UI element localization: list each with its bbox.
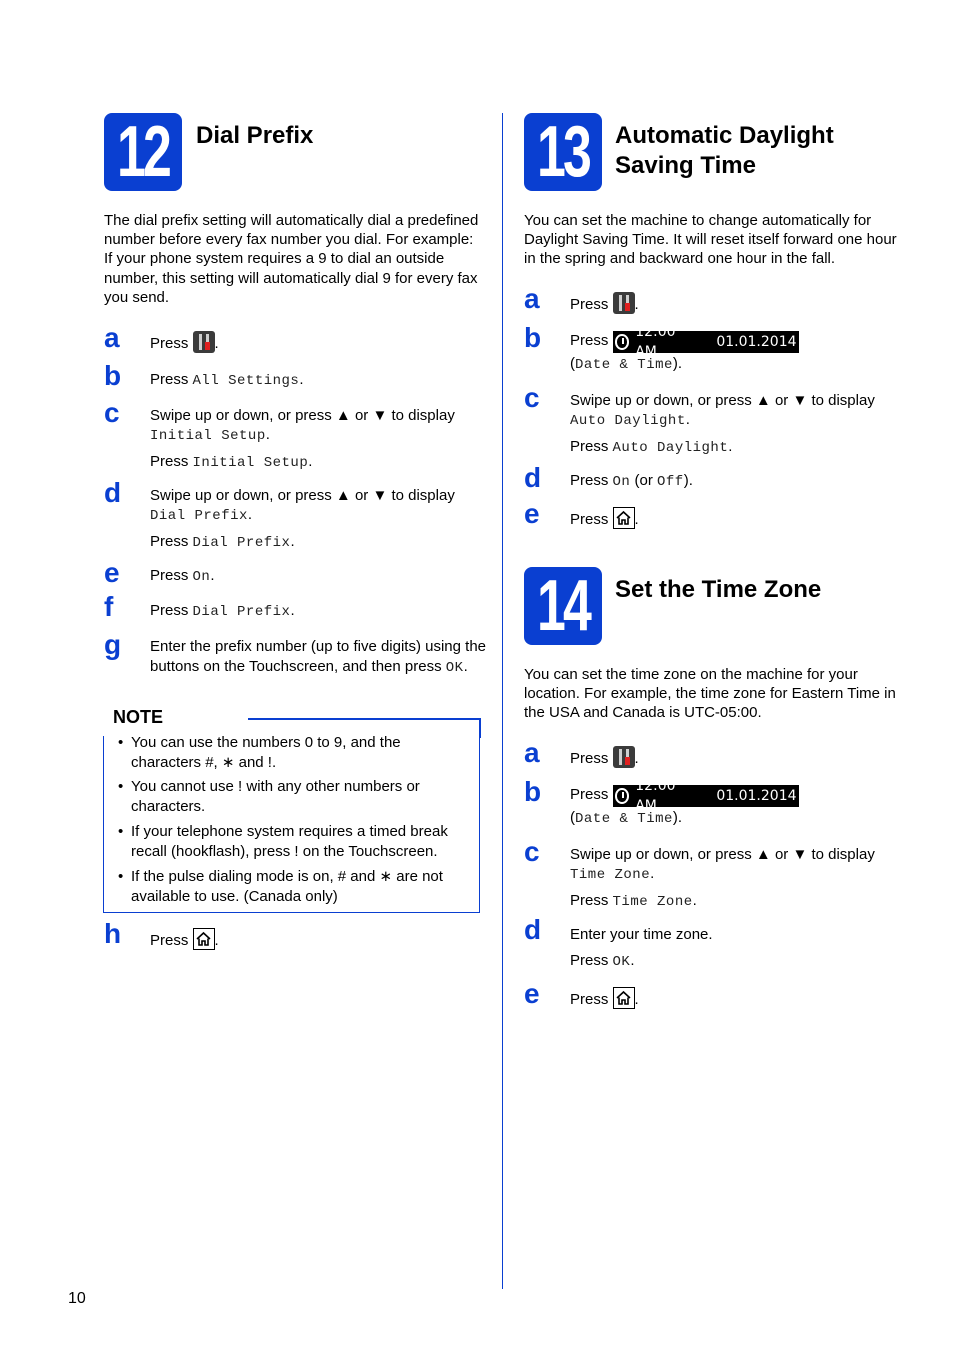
menu-off-button[interactable]: Off xyxy=(657,474,684,490)
dial-prefix-intro: The dial prefix setting will automatically dial a predefined number before every fax number you dial. For example: If your phone system requires a 9 to dial an outside number, this setting will automatically dial 9 for every fax you send. xyxy=(104,212,479,306)
clock-date: 01.01.2014 xyxy=(716,334,797,350)
section-number-badge-14 xyxy=(524,567,602,645)
section-title-daylight-saving xyxy=(615,121,834,181)
note-bullet-text: You cannot use ! with any other numbers or characters. xyxy=(131,778,420,815)
step-end: . xyxy=(247,506,253,523)
home-icon[interactable] xyxy=(613,987,635,1009)
section-number-badge-13 xyxy=(524,113,602,191)
menu-dial-prefix-button[interactable]: Dial Prefix xyxy=(192,535,291,551)
paren: ( xyxy=(570,809,575,826)
step-text: Press xyxy=(570,750,609,767)
home-icon[interactable] xyxy=(613,507,635,529)
note-bullet: • You cannot use ! with any other numbers or characters. xyxy=(118,778,420,815)
step-text: Swipe up or down, or press ▲ or ▼ to display xyxy=(570,392,875,409)
date-time-button[interactable] xyxy=(613,778,799,814)
step-end: . xyxy=(210,567,215,584)
step-letter-g: g xyxy=(104,629,122,660)
step-12-g xyxy=(150,637,490,678)
step-text: Swipe up or down, or press ▲ or ▼ to display xyxy=(150,487,455,504)
title-line: Saving Time xyxy=(615,152,756,179)
page-number: 10 xyxy=(68,1290,86,1307)
step-letter-d: d xyxy=(524,914,542,945)
step-end: . xyxy=(214,335,219,352)
section-title-time-zone: Set the Time Zone xyxy=(615,576,822,603)
step-text: Enter your time zone. xyxy=(570,926,713,943)
step-end: . xyxy=(634,991,639,1008)
section-number-badge-12 xyxy=(104,113,182,191)
clock-icon xyxy=(615,788,630,804)
step-end: . xyxy=(634,750,639,767)
step-text: Press xyxy=(570,991,609,1008)
step-12-c xyxy=(150,406,490,473)
step-end: . xyxy=(308,453,313,470)
step-14-b xyxy=(570,778,799,829)
step-letter-h: h xyxy=(104,918,122,949)
note-label: NOTE xyxy=(113,707,164,727)
paren: ). xyxy=(672,809,683,826)
step-14-e xyxy=(570,987,639,1010)
step-14-d xyxy=(570,925,713,972)
step-13-a xyxy=(570,292,639,315)
step-12-e xyxy=(150,566,215,587)
clock-time: 12:00 AM xyxy=(635,778,676,814)
menu-time-zone-button[interactable]: Time Zone xyxy=(612,894,693,910)
step-end: . xyxy=(299,371,304,388)
step-14-a xyxy=(570,746,639,769)
step-letter-e: e xyxy=(104,557,120,588)
menu-date-time: Date & Time xyxy=(575,811,673,827)
step-text: Press xyxy=(150,453,189,470)
step-end: . xyxy=(650,865,655,882)
step-letter-e: e xyxy=(524,978,540,1009)
step-text: Swipe up or down, or press ▲ or ▼ to display xyxy=(150,407,455,424)
step-text: Press xyxy=(570,786,609,803)
step-end: . xyxy=(728,438,733,455)
step-12-b xyxy=(150,370,304,391)
daylight-intro: You can set the machine to change automatically for Daylight Saving Time. It will reset itself forward one hour in the spring and backward one hour in the fall. xyxy=(524,212,897,268)
step-text: (or xyxy=(630,472,657,489)
note-bullet-text: If the pulse dialing mode is on, # and ∗ are not available to use. (Canada only) xyxy=(131,868,443,905)
date-time-button[interactable] xyxy=(613,324,799,360)
step-text: Press xyxy=(570,511,609,528)
menu-on-button[interactable]: On xyxy=(192,569,211,585)
step-12-h xyxy=(150,928,219,951)
step-letter-e: e xyxy=(524,498,540,529)
step-end: . xyxy=(630,952,635,969)
step-text: Press xyxy=(570,438,609,455)
settings-tools-icon[interactable] xyxy=(613,292,635,314)
step-end: . xyxy=(265,426,270,443)
step-12-d xyxy=(150,486,490,553)
step-text: Press xyxy=(150,335,189,352)
clock-icon xyxy=(615,334,630,350)
step-text: Press xyxy=(570,892,609,909)
step-13-b xyxy=(570,324,799,375)
menu-date-time: Date & Time xyxy=(575,357,673,373)
clock-date: 01.01.2014 xyxy=(716,788,797,804)
step-letter-d: d xyxy=(104,477,122,508)
step-13-c xyxy=(570,391,900,458)
paren: ( xyxy=(570,355,575,372)
step-end: . xyxy=(685,411,690,428)
paren: ). xyxy=(672,355,683,372)
step-13-e xyxy=(570,507,639,530)
note-bullet-text: You can use the numbers 0 to 9, and the characters #, ∗ and !. xyxy=(131,734,401,771)
step-text: Swipe up or down, or press ▲ or ▼ to display xyxy=(570,846,875,863)
step-letter-d: d xyxy=(524,462,542,493)
step-end: . xyxy=(634,511,639,528)
note-right-border-top xyxy=(479,718,481,738)
step-letter-f: f xyxy=(104,591,114,622)
menu-auto-daylight: Auto Daylight xyxy=(570,413,686,429)
section-number-14: 14 xyxy=(537,567,589,645)
clock-time: 12:00 AM xyxy=(635,324,676,360)
settings-tools-icon[interactable] xyxy=(193,331,215,353)
step-letter-c: c xyxy=(524,836,540,867)
note-top-border xyxy=(248,718,480,720)
home-icon[interactable] xyxy=(193,928,215,950)
menu-dial-prefix: Dial Prefix xyxy=(150,508,248,524)
section-title-dial-prefix: Dial Prefix xyxy=(196,122,314,149)
step-text: Enter the prefix number (up to five digits) using the buttons on the Touchscreen, and then press xyxy=(150,638,487,675)
step-end: . xyxy=(692,892,697,909)
menu-initial-setup: Initial Setup xyxy=(150,428,266,444)
step-letter-b: b xyxy=(524,322,542,353)
step-letter-a: a xyxy=(524,737,540,768)
step-end: . xyxy=(290,602,295,619)
step-text: Press xyxy=(150,533,189,550)
step-text: Press xyxy=(570,952,609,969)
step-text: Press xyxy=(150,371,189,388)
step-text: Press xyxy=(570,332,609,349)
menu-all-settings[interactable]: All Settings xyxy=(192,373,300,389)
step-text: Press xyxy=(150,567,189,584)
section-number-12: 12 xyxy=(117,113,169,191)
menu-dial-prefix-button[interactable]: Dial Prefix xyxy=(192,604,291,620)
step-end: . xyxy=(463,657,468,675)
step-13-d xyxy=(570,471,693,492)
menu-initial-setup-button[interactable]: Initial Setup xyxy=(192,455,309,471)
note-bullet: • You can use the numbers 0 to 9, and the characters #, ∗ and !. xyxy=(118,734,401,771)
step-end: ). xyxy=(683,472,693,489)
note-bullet: • If the pulse dialing mode is on, # and ∗ are not available to use. (Canada only) xyxy=(118,868,443,905)
settings-tools-icon[interactable] xyxy=(613,746,635,768)
step-letter-b: b xyxy=(524,776,542,807)
note-bullet: • If your telephone system requires a timed break recall (hookflash), press ! on the Touchscreen. xyxy=(118,823,448,860)
step-end: . xyxy=(214,932,219,949)
title-line: Automatic Daylight xyxy=(615,122,834,149)
step-end: . xyxy=(290,533,295,550)
step-end: . xyxy=(634,296,639,313)
step-letter-b: b xyxy=(104,360,122,391)
column-divider xyxy=(502,113,503,1289)
step-text: Press xyxy=(150,932,189,949)
step-letter-c: c xyxy=(104,397,120,428)
step-text: Press xyxy=(570,472,609,489)
note-bullet-text: If your telephone system requires a timed break recall (hookflash), press ! on the Touchscreen. xyxy=(131,823,448,860)
step-text: Press xyxy=(570,296,609,313)
menu-auto-daylight-button[interactable]: Auto Daylight xyxy=(612,440,729,456)
ok-button[interactable]: OK xyxy=(445,659,464,676)
step-letter-a: a xyxy=(524,283,540,314)
step-text: Press xyxy=(150,602,189,619)
menu-time-zone: Time Zone xyxy=(570,867,651,883)
step-letter-a: a xyxy=(104,322,120,353)
time-zone-intro: You can set the time zone on the machine for your location. For example, the time zone for Eastern Time in the USA and Canada is UTC-05:00. xyxy=(524,666,896,722)
ok-button[interactable]: OK xyxy=(612,954,631,970)
step-12-f xyxy=(150,601,295,622)
step-letter-c: c xyxy=(524,382,540,413)
step-12-a xyxy=(150,331,219,354)
menu-on-button[interactable]: On xyxy=(612,474,631,490)
step-14-c xyxy=(570,845,900,912)
section-number-13: 13 xyxy=(537,113,589,191)
